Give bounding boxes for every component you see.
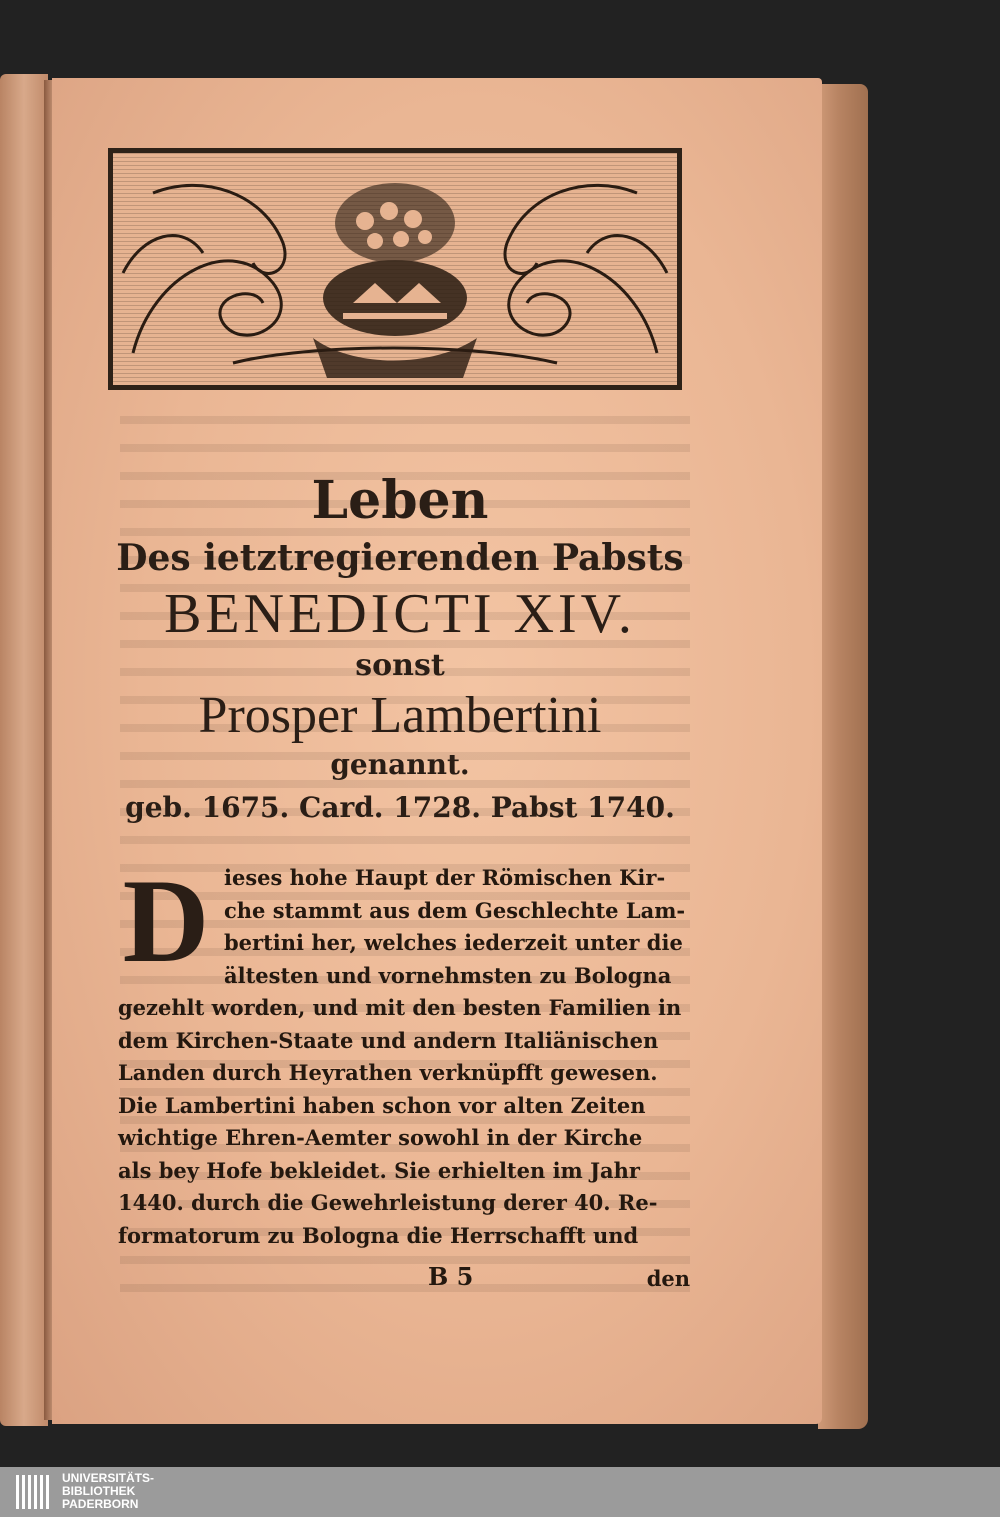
ornament-graphic (113, 153, 677, 385)
library-name-line: PADERBORN (62, 1497, 139, 1511)
body-line: dem Kirchen-Staate und andern Italiänischen (118, 1027, 659, 1053)
body-line: bertini her, welches iederzeit unter die (224, 930, 683, 955)
title-genannt: genannt. (330, 748, 470, 781)
catchword: den (646, 1266, 690, 1291)
title-pope-name: BENEDICTI XIV. (164, 583, 636, 645)
page-footer (118, 1262, 690, 1302)
drop-cap: D (122, 854, 210, 987)
body-line: Die Lambertini haben schon vor alten Zeiten (118, 1092, 646, 1118)
title-sonst: sonst (355, 648, 445, 683)
library-footer-bar (0, 1467, 1000, 1517)
body-line: formatorum zu Bologna die Herrschafft und (118, 1222, 639, 1248)
title-birth-name: Prosper Lambertini (198, 687, 602, 744)
body-line: gezehlt worden, und mit den besten Familien in (118, 995, 682, 1020)
body-line: ältesten und vornehmsten zu Bologna (224, 962, 672, 988)
title-subtitle: Des ietztregierenden Pabsts (116, 537, 684, 579)
body-line: 1440. durch die Gewehrleistung derer 40. Re- (118, 1190, 658, 1215)
library-name-line: UNIVERSITÄTS- (62, 1471, 155, 1485)
woodcut-ornament (108, 148, 682, 390)
body-line: als bey Hofe bekleidet. Sie erhielten im Jahr (118, 1157, 640, 1183)
left-page-edge (0, 74, 48, 1426)
library-name (62, 1472, 154, 1511)
signature-mark: B 5 (428, 1262, 474, 1291)
right-page-edge (818, 84, 868, 1429)
title-dates: geb. 1675. Card. 1728. Pabst 1740. (125, 791, 675, 824)
body-paragraph (118, 854, 690, 1252)
body-line: wichtige Ehren-Aemter sowohl in der Kirche (118, 1125, 643, 1150)
body-line: che stammt aus dem Geschlechte Lam- (224, 897, 686, 923)
library-logo-icon (14, 1473, 50, 1511)
body-line: ieses hohe Haupt der Römischen Kir- (224, 865, 666, 890)
body-line: Landen durch Heyrathen verknüpfft gewesen. (118, 1060, 658, 1085)
title-leben: Leben (311, 470, 489, 531)
library-name-line: BIBLIOTHEK (62, 1484, 136, 1498)
title-block (100, 470, 700, 828)
